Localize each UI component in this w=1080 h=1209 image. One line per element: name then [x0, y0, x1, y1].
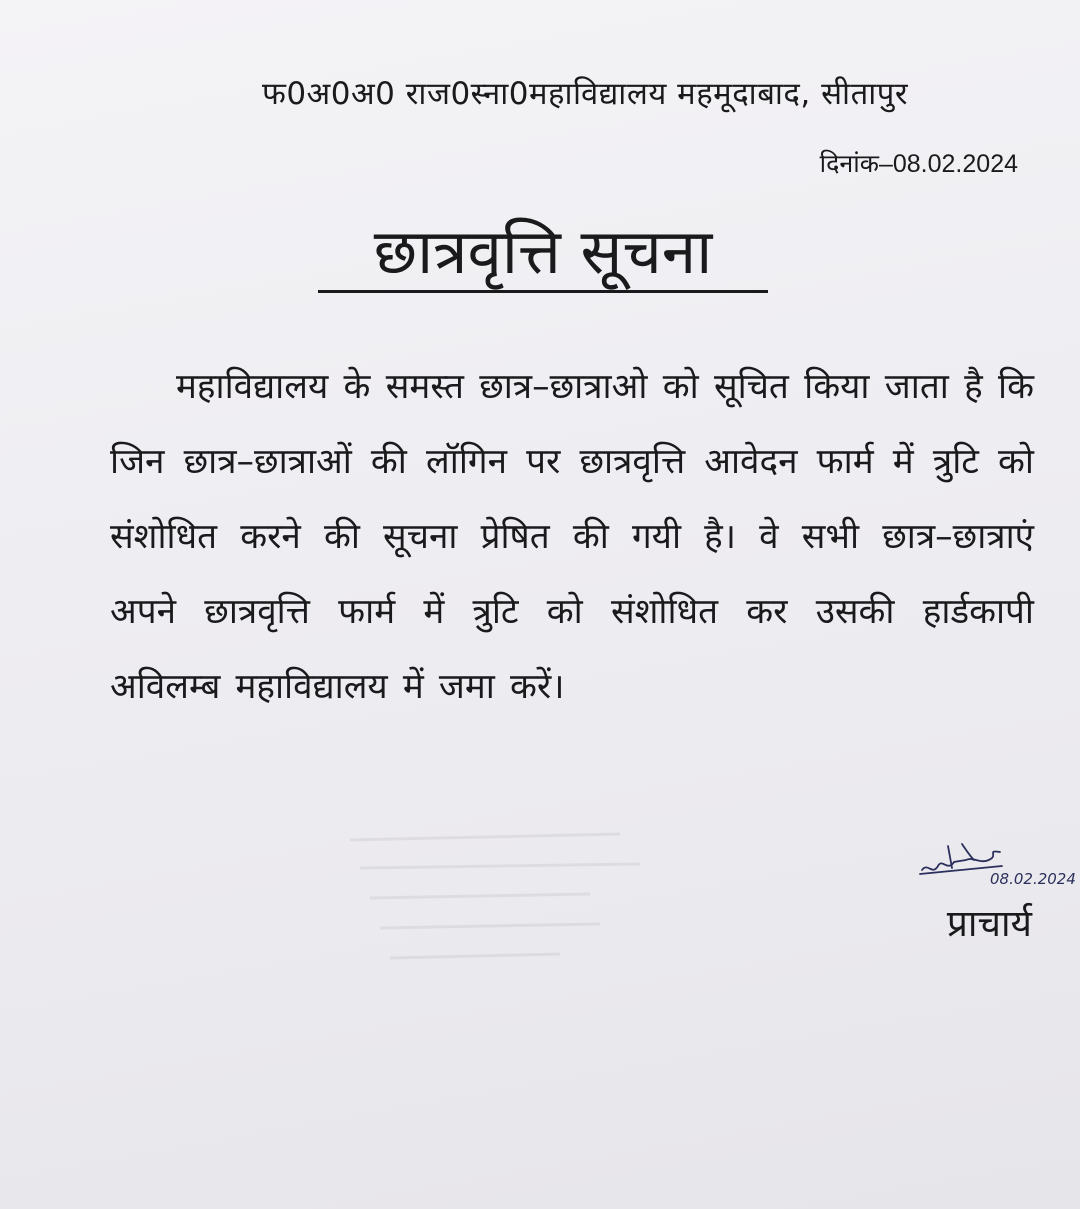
notice-title-block [318, 216, 768, 288]
institution-name: फ0अ0अ0 राज0स्ना0महाविद्यालय महमूदाबाद, सीतापुर [261, 76, 909, 112]
notice-body: महाविद्यालय के समस्त छात्र–छात्राओ को सूचित किया जाता है कि जिन छात्र–छात्राओं की लॉगिन पर छात्रवृत्ति आवेदन फार्म में त्रुटि को संशोधित करने की सूचना प्रेषित की गयी है। वे सभी छात्र–छात्राएं अपने छात्रवृत्ति फार्म में त्रुटि को संशोधित कर उसकी हार्डकापी अविलम्ब महाविद्यालय में जमा करें। [110, 367, 1034, 707]
signature-mark [918, 836, 1078, 896]
notice-title: छात्रवृत्ति सूचना [373, 215, 713, 288]
principal-signature [918, 836, 1078, 896]
notice-date: दिनांक–08.02.2024 [819, 150, 1018, 178]
signatory-title: प्राचार्य [946, 902, 1032, 945]
signature-date: 08.02.2024 [990, 870, 1076, 888]
title-underline [318, 290, 768, 293]
paper-show-through [340, 820, 680, 980]
